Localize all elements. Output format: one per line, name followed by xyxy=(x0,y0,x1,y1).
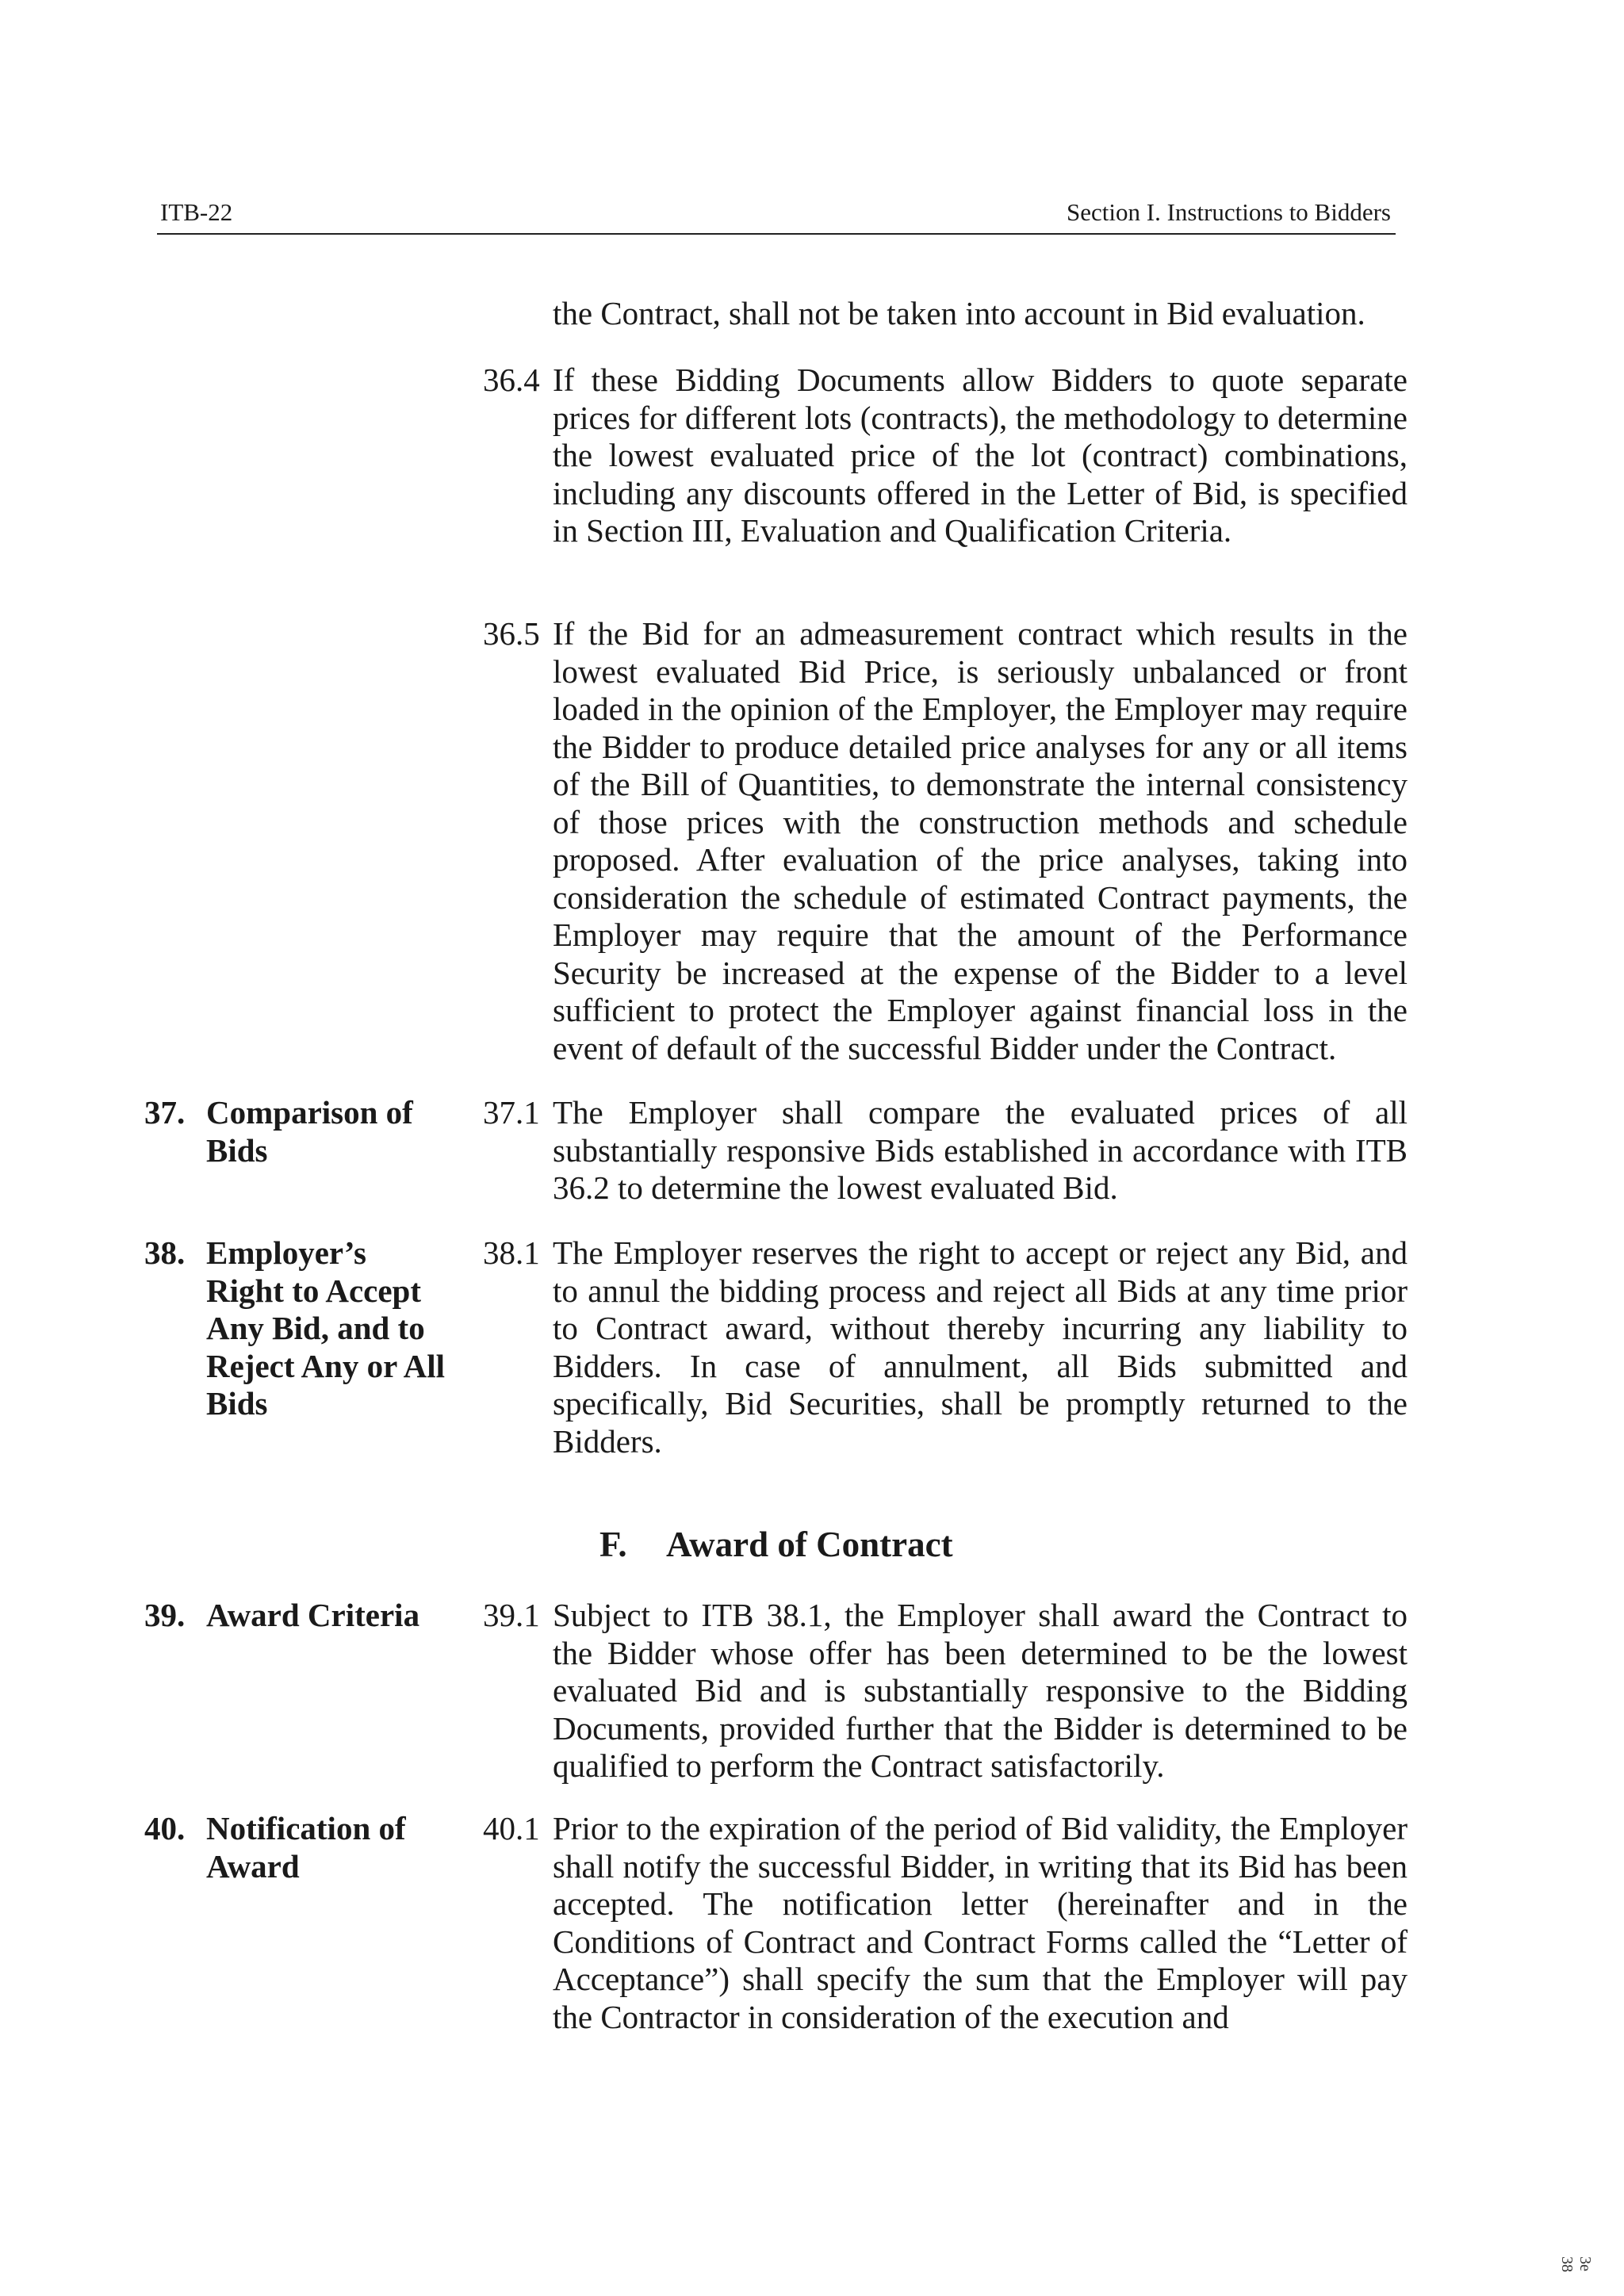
clause-number: 38. xyxy=(144,1234,186,1271)
clause-heading xyxy=(144,1810,446,1885)
clause-text: Subject to ITB 38.1, the Employer shall award the Contract to the Bidder whose offer has been determined to be the lowest evaluated Bid and is substantially responsive to the Bidding Documents, provided further that the Bidder is determined to be qualified to perform the Contract satisfactorily. xyxy=(553,1597,1408,1784)
clause-text: The Employer reserves the right to accept or reject any Bid, and to annul the bidding process and reject all Bids at any time prior to Contract award, without thereby incurring any liability to Bidders. In case of annulment, all Bids submitted and specifically, Bid Securities, shall be promptly returned to the Bidders. xyxy=(553,1234,1408,1460)
clause-text: the Contract, shall not be taken into account in Bid evaluation. xyxy=(553,295,1365,331)
clause-text: If the Bid for an admeasurement contract which results in the lowest evaluated Bid Price, is seriously unbalanced or front loaded in the opinion of the Employer, the Employer may require the Bidder to produce detailed price analyses for any or all items of the Bill of Quantities, to demonstrate the internal consistency of those prices with the construction methods and schedule proposed. After evaluation of the price analyses, taking into consideration the schedule of estimated Contract payments, the Employer may require that the amount of the Performance Security be increased at the expense of the Bidder to a level sufficient to protect the Employer against financial loss in the event of default of the successful Bidder under the Contract. xyxy=(553,615,1408,1066)
clause-heading xyxy=(144,1094,446,1169)
clause-subnumber: 38.1 xyxy=(483,1234,540,1271)
clause-number: 39. xyxy=(144,1597,186,1633)
clause-title: Comparison of Bids xyxy=(206,1094,413,1169)
clause-number: 37. xyxy=(144,1094,186,1131)
clause-subnumber: 40.1 xyxy=(483,1810,540,1846)
page-label: ITB-22 xyxy=(160,198,233,226)
clause-heading xyxy=(144,1597,446,1635)
clause-title: Award Criteria xyxy=(206,1597,420,1633)
section-f-heading xyxy=(599,1524,953,1565)
clause-subnumber: 37.1 xyxy=(483,1094,540,1131)
clause-title: Notification of Award xyxy=(206,1810,406,1885)
clause-subnumber: 39.1 xyxy=(483,1597,540,1633)
clause-subnumber: 36.5 xyxy=(483,615,540,652)
clause-number: 40. xyxy=(144,1810,186,1846)
clause-text: The Employer shall compare the evaluated prices of all substantially responsive Bids established in accordance with ITB 36.2 to determine the lowest evaluated Bid. xyxy=(553,1094,1408,1206)
margin-note: 3e 38 xyxy=(1558,2256,1594,2272)
clause-text: If these Bidding Documents allow Bidders to quote separate prices for different lots (contracts), the methodology to determine the lowest evaluated price of the lot (contract) combinations, including any discounts offered in the Letter of Bid, is specified in Section III, Evaluation and Qualification Criteria. xyxy=(553,362,1408,549)
section-letter: F. xyxy=(599,1525,627,1564)
clause-text: Prior to the expiration of the period of Bid validity, the Employer shall notify the successful Bidder, in writing that its Bid has been accepted. The notification letter (hereinafter and in the Conditions of Contract and Contract Forms called the “Letter of Acceptance”) shall specify the sum that the Employer will pay the Contractor in consideration of the execution and xyxy=(553,1810,1408,2035)
clause-heading xyxy=(144,1234,446,1423)
clause-title: Employer’s Right to Accept Any Bid, and to Reject Any or All Bids xyxy=(206,1234,445,1422)
page-header xyxy=(157,195,1396,235)
section-header-title: Section I. Instructions to Bidders xyxy=(1067,198,1391,226)
clause-subnumber: 36.4 xyxy=(483,362,540,398)
section-title: Award of Contract xyxy=(666,1525,953,1564)
